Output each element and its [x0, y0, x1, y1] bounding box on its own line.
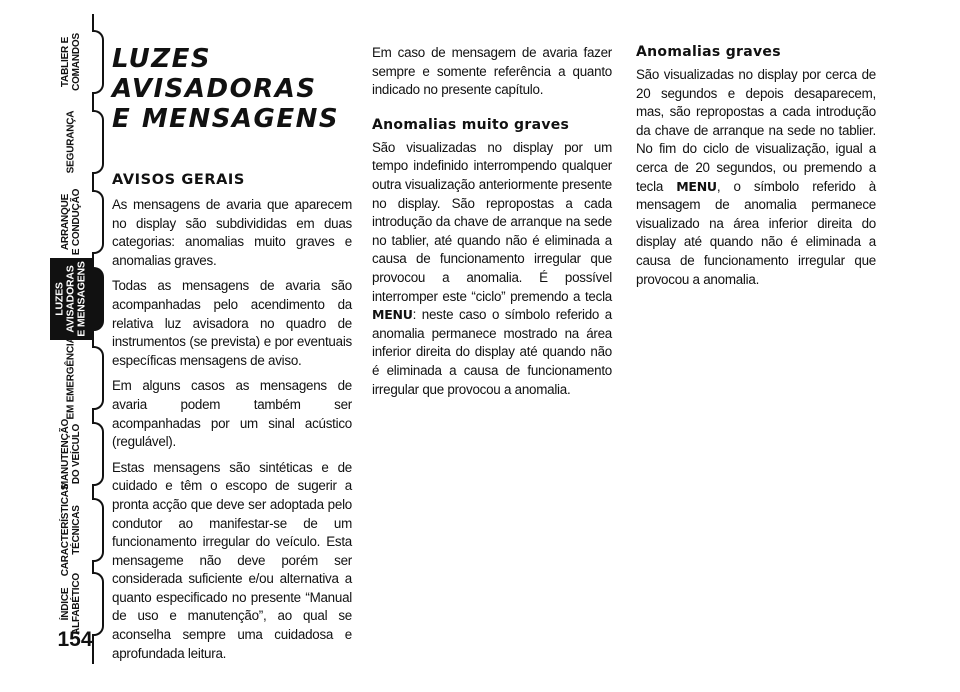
menu-key-label: MENU — [372, 307, 413, 323]
tab-label: LUZES AVISADORAS E MENSAGENS — [53, 261, 88, 337]
paragraph — [372, 139, 612, 399]
tab-label: SEGURANÇA — [65, 110, 77, 174]
paragraph-text: : neste caso o símbolo referido a anomalia permanece mostrado na área inferior direita do display até quando não é eliminada a causa de funcionamento irregular que provocou a anomalia. — [372, 307, 612, 397]
tab-label: TABLIER E COMANDOS — [60, 33, 82, 91]
tab-seguranca[interactable] — [50, 104, 92, 180]
tab-notch — [92, 572, 104, 636]
paragraph: Em alguns casos as mensagens de avaria podem também ser acompanhadas por um sinal acústico (regulável). — [112, 378, 352, 450]
paragraph — [636, 66, 876, 289]
tab-notch — [92, 110, 104, 174]
tab-tablier-comandos[interactable] — [50, 24, 92, 100]
tab-label: EM EMERGÊNCIA — [65, 336, 77, 420]
paragraph: As mensagens de avaria que aparecem no display são subdivididas em duas categorias: anomalias muito graves e anomalias graves. — [112, 197, 352, 268]
paragraph: Em caso de mensagem de avaria fazer sempre e somente referência a quanto indicado no presente capítulo. — [372, 45, 612, 98]
paragraph-text: , o símbolo referido à mensagem de anomalia permanece visualizado na área inferior direita do display até quando não é eliminada a causa de funcionamento irregular que provocou a anomalia. — [636, 178, 876, 287]
paragraph-text: São visualizadas no display por um tempo indefinido interrompendo qualquer outra visualização anteriormente presente no display. São repropostas a cada introdução da chave de arranque na sede no tablier, até quando não é eliminada a causa de funcionamento irregular que provocou a anomalia. É possível interromper este “ciclo” premendo a tecla — [372, 139, 612, 304]
column-2 — [372, 44, 612, 406]
tab-label: ARRANQUE E CONDUÇÃO — [60, 188, 82, 256]
tab-notch — [92, 190, 104, 254]
tab-arranque-conducao[interactable] — [50, 184, 92, 260]
column-1 — [112, 44, 352, 670]
page-number: 154 — [57, 628, 93, 651]
subsection-title: Anomalias graves — [636, 44, 781, 60]
column-3 — [636, 44, 876, 296]
tab-notch — [92, 30, 104, 94]
paragraph: Todas as mensagens de avaria são acompanhadas pelo acendimento da relativa luz avisadora no quadro de instrumentos (se prevista) e por eventuais específicas mensagens de aviso. — [112, 278, 352, 368]
paragraph-text: São visualizadas no display por cerca de 20 segundos e depois desaparecem, mas, são repropostas a cada introdução da chave de arranque na sede no tablier. No fim do ciclo de visualização, igual a cerca de 20 segundos, ou premendo a tecla — [636, 67, 876, 194]
tab-caracteristicas-tecnicas[interactable] — [50, 483, 92, 577]
tab-manutencao-veiculo[interactable] — [50, 416, 92, 492]
tab-notch — [92, 498, 104, 562]
tab-notch — [92, 422, 104, 486]
tab-notch — [92, 267, 104, 331]
menu-key-label: MENU — [676, 178, 717, 194]
tab-label: CARACTERÍSTICAS TÉCNICAS — [60, 483, 82, 577]
paragraph: Estas mensagens são sintéticas e de cuidado e têm o escopo de sugerir a pronta acção que deve ser adoptada pelo condutor ao manifestar-se de um funcionamento irregular do veículo. Esta mensageme não deve porém ser considerada suficiente e/ou alternativa a quanto especificado no presente “Manual de uso e manutenção”, ao qual se aconselha sempre uma cuidadosa e aprofundada leitura. — [112, 459, 352, 661]
section-title: AVISOS GERAIS — [112, 172, 245, 188]
tab-luzes-avisadoras-active[interactable] — [50, 258, 92, 340]
tab-em-emergencia[interactable] — [50, 336, 92, 420]
tab-label: ÍNDICE ALFABÉTICO — [60, 573, 82, 635]
subsection-title: Anomalias muito graves — [372, 116, 570, 133]
tab-notch — [92, 346, 104, 410]
chapter-sidebar — [0, 0, 104, 692]
tab-label: MANUTENÇÃO DO VEÍCULO — [60, 418, 82, 490]
page-title: LUZES AVISADORAS E MENSAGENS — [112, 44, 340, 134]
